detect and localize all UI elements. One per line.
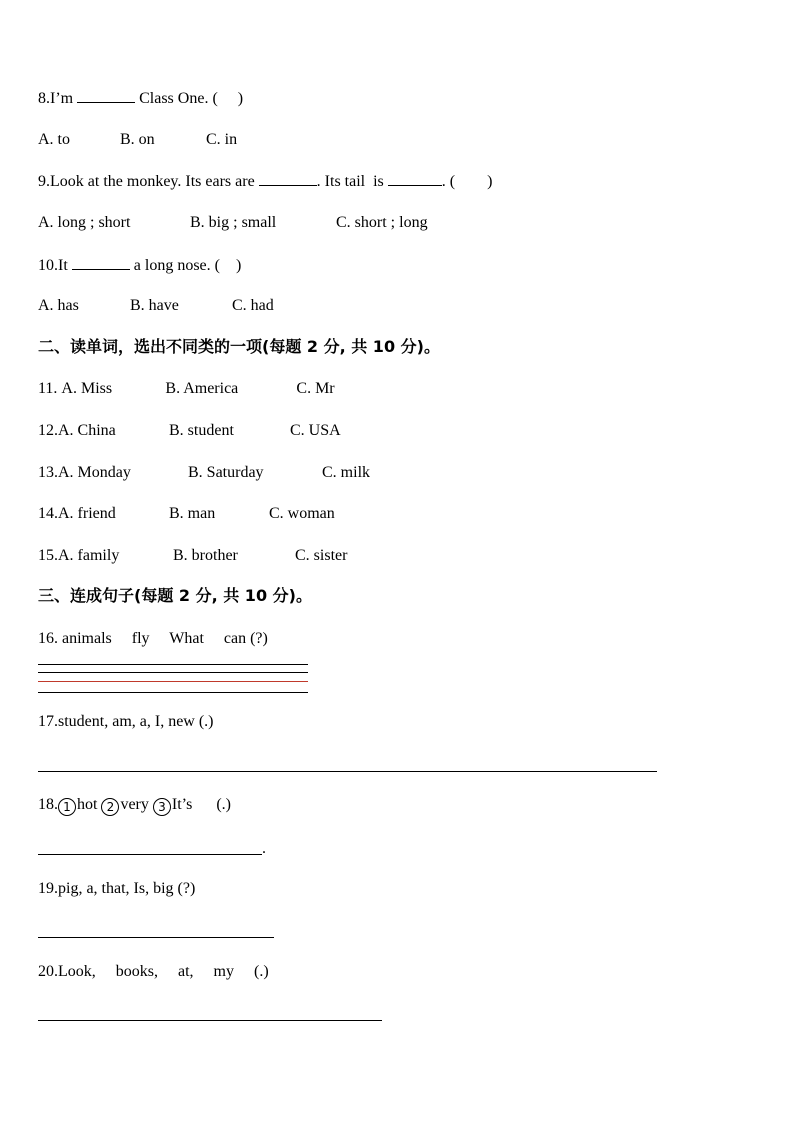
- answer-blank[interactable]: [72, 255, 130, 270]
- question-9: [38, 171, 492, 192]
- section-2-heading: 二、读单词，选出不同类的一项(每题 2 分, 共 10 分)。: [38, 337, 440, 356]
- question-19: 19.pig, a, that, Is, big (?): [38, 880, 196, 897]
- option-c[interactable]: C. woman: [269, 505, 335, 522]
- question-number: 13.: [38, 464, 58, 481]
- option-b[interactable]: B. man: [169, 505, 216, 522]
- circled-number-1: 1: [58, 798, 76, 816]
- writing-line[interactable]: [38, 664, 308, 665]
- option-b[interactable]: B. brother: [173, 547, 238, 564]
- answer-blank[interactable]: [388, 171, 442, 186]
- question-9-options: [38, 213, 428, 233]
- question-number: 18.: [38, 796, 58, 813]
- option-c[interactable]: C. sister: [295, 547, 348, 564]
- question-9-mid: . Its tail is: [316, 173, 388, 190]
- question-number: 15.: [38, 547, 58, 564]
- question-number: 11.: [38, 380, 62, 397]
- option-a[interactable]: A. China: [58, 422, 116, 439]
- option-b[interactable]: B. student: [169, 422, 234, 439]
- option-a[interactable]: A. Miss: [61, 380, 113, 397]
- question-8-prefix: 8.I’m: [38, 90, 78, 107]
- question-number: 12.: [38, 422, 58, 439]
- answer-line[interactable]: [38, 771, 657, 772]
- writing-line[interactable]: [38, 672, 308, 673]
- question-9-prefix: 9.Look at the monkey. Its ears are: [38, 173, 259, 190]
- answer-line[interactable]: [38, 854, 262, 855]
- word-1: hot: [77, 796, 102, 813]
- question-15: [38, 546, 347, 566]
- answer-line[interactable]: [38, 937, 274, 938]
- ending-punctuation: (.): [192, 796, 231, 813]
- circled-number-3: 3: [153, 798, 171, 816]
- option-a[interactable]: A. family: [58, 547, 120, 564]
- question-10-options: [38, 296, 274, 316]
- answer-period: .: [262, 840, 266, 857]
- question-17: 17.student, am, a, I, new (.): [38, 713, 214, 730]
- question-20: 20.Look, books, at, my (.): [38, 963, 269, 980]
- option-c[interactable]: C. USA: [290, 422, 341, 439]
- answer-blank[interactable]: [77, 88, 135, 103]
- option-b[interactable]: B. big ; small: [190, 214, 277, 231]
- question-8-suffix: Class One. ( ): [135, 90, 244, 107]
- option-a[interactable]: A. has: [38, 297, 79, 314]
- option-c[interactable]: C. short ; long: [336, 214, 428, 231]
- answer-line[interactable]: [38, 1020, 382, 1021]
- option-a[interactable]: A. Monday: [58, 464, 131, 481]
- word-2: very: [120, 796, 153, 813]
- option-c[interactable]: C. had: [232, 297, 274, 314]
- question-10-suffix: a long nose. ( ): [129, 257, 242, 274]
- writing-line[interactable]: [38, 692, 308, 693]
- option-a[interactable]: A. long ; short: [38, 214, 131, 231]
- question-10-prefix: 10.It: [38, 257, 72, 274]
- section-3-heading: 三、连成句子(每题 2 分, 共 10 分)。: [38, 586, 312, 605]
- question-10: [38, 255, 241, 276]
- question-9-suffix: . ( ): [441, 173, 493, 190]
- option-b[interactable]: B. America: [165, 380, 239, 397]
- option-a[interactable]: A. to: [38, 131, 70, 148]
- answer-blank[interactable]: [259, 171, 317, 186]
- option-c[interactable]: C. Mr: [296, 380, 335, 397]
- question-11: [38, 379, 335, 399]
- option-b[interactable]: B. on: [120, 131, 155, 148]
- question-12: [38, 421, 341, 441]
- circled-number-2: 2: [101, 798, 119, 816]
- question-18: [38, 795, 231, 816]
- question-14: [38, 504, 335, 524]
- option-c[interactable]: C. milk: [322, 464, 371, 481]
- writing-line[interactable]: [38, 681, 308, 682]
- question-8: [38, 88, 243, 109]
- question-16: 16. animals fly What can (?): [38, 630, 268, 647]
- question-number: 14.: [38, 505, 58, 522]
- option-c[interactable]: C. in: [206, 131, 238, 148]
- option-b[interactable]: B. Saturday: [188, 464, 264, 481]
- question-8-options: [38, 130, 237, 150]
- option-a[interactable]: A. friend: [58, 505, 116, 522]
- question-13: [38, 463, 370, 483]
- word-3: It’s: [171, 796, 193, 813]
- option-b[interactable]: B. have: [130, 297, 179, 314]
